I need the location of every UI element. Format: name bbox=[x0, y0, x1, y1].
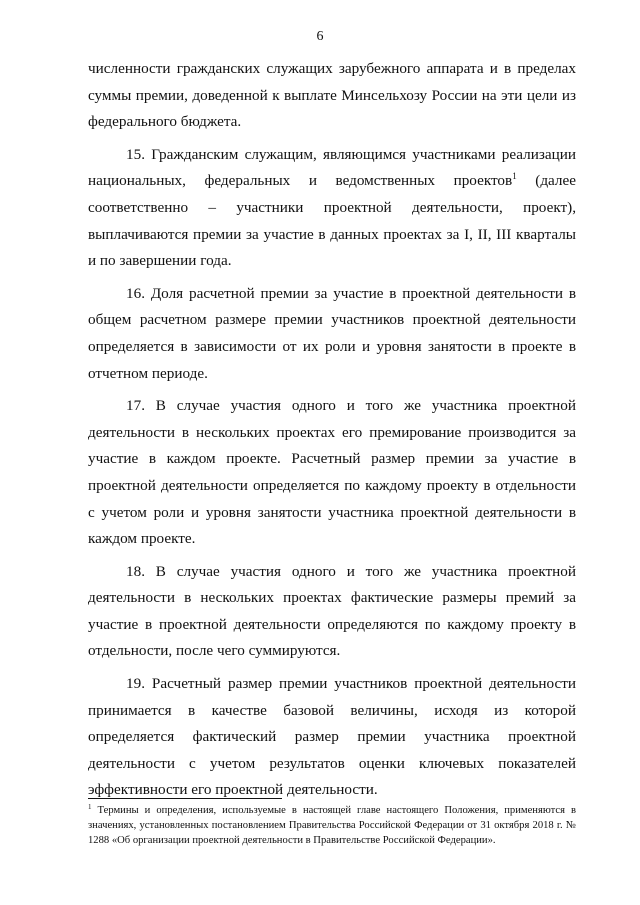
footnote bbox=[88, 803, 576, 848]
footnote-reference[interactable]: 1 bbox=[512, 171, 517, 182]
paragraph-17: 17. В случае участия одного и того же участника проектной деятельности в нескольких проектах его премирование производится за участие в каждом проекте. Расчетный размер премии за участие в проектной деятельности определяется по каждому проекту в отдельности с учетом роли и уровня занятости участника проектной деятельности в каждом проекте. bbox=[88, 397, 576, 548]
document-body bbox=[88, 56, 576, 810]
paragraph-continuation: численности гражданских служащих зарубежного аппарата и в пределах суммы премии, доведенной к выплате Минсельхозу России на эти цели из федерального бюджета. bbox=[88, 60, 576, 131]
paragraph-15 bbox=[88, 142, 576, 275]
page-number: 6 bbox=[316, 29, 324, 44]
paragraph-16: 16. Доля расчетной премии за участие в проектной деятельности в общем расчетном размере премии участников проектной деятельности определяется в зависимости от их роли и уровня занятости в проекте в отчетном периоде. bbox=[88, 284, 576, 382]
footnote-text: Термины и определения, используемые в настоящей главе настоящего Положения, применяются в значениях, установленных постановлением Правительства Российской Федерации от 31 октября 2018 г. № 1288 «Об организации проектной деятельности в Правительстве Российской Федерации». bbox=[88, 805, 576, 846]
paragraph-15-text-start: 15. Гражданским служащим, являющимся участниками реализации национальных, федеральных и ведомственных проектов bbox=[88, 145, 576, 190]
footnote-mark: 1 bbox=[88, 803, 92, 811]
paragraph-15-text-end: (далее соответственно – участники проектной деятельности, проект), выплачиваются премии за участие в данных проектах за I, II, III кварталы и по завершении года. bbox=[88, 172, 576, 270]
paragraph-19: 19. Расчетный размер премии участников проектной деятельности принимается в качестве базовой величины, исходя из которой определяется фактический размер премии участника проектной деятельности с учетом результатов оценки ключевых показателей эффективности его проектной деятельности. bbox=[88, 675, 576, 799]
paragraph-18: 18. В случае участия одного и того же участника проектной деятельности в нескольких проектах фактические размеры премий за участие в проектной деятельности определяются по каждому проекту в отдельности, после чего суммируются. bbox=[88, 562, 576, 660]
footnote-separator bbox=[88, 798, 282, 799]
